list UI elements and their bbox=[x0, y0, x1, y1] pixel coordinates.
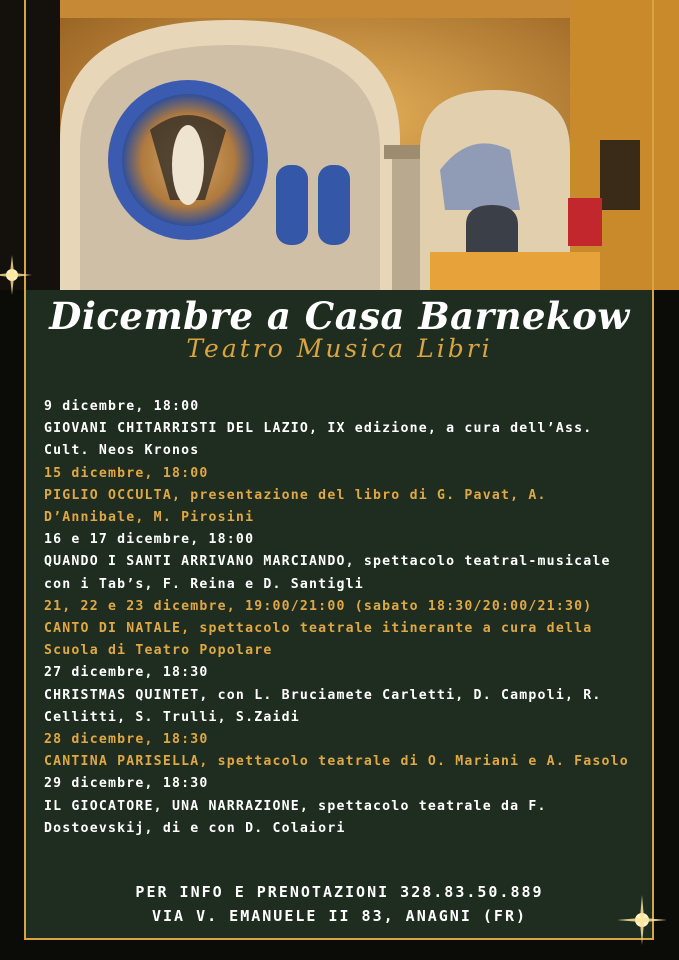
event-text: QUANDO I SANTI ARRIVANO MARCIANDO, spettacolo teatral-musicale con i Tab’s, F. Reina e D. Santigli bbox=[44, 554, 611, 592]
event-date: 28 dicembre, 18:30 bbox=[44, 732, 209, 748]
page-title: Dicembre a Casa Barnekow bbox=[49, 294, 630, 338]
sparkle-icon bbox=[0, 250, 50, 300]
building-illustration bbox=[0, 0, 679, 290]
event-text: IL GIOCATORE, UNA NARRAZIONE, spettacolo teatrale da F. Dostoevskij, di e con D. Colaiori bbox=[44, 798, 547, 836]
list-item bbox=[44, 596, 644, 663]
event-date: 9 dicembre, 18:00 bbox=[44, 399, 200, 414]
event-text: CHRISTMAS QUINTET, con L. Bruciamete Carletti, D. Campoli, R. Cellitti, S. Trulli, S.Zaidi bbox=[44, 687, 602, 725]
event-text: CANTO DI NATALE, spettacolo teatrale itinerante a cura della Scuola di Teatro Popolare bbox=[44, 621, 593, 659]
list-item bbox=[44, 463, 644, 530]
event-date: 29 dicembre, 18:30 bbox=[44, 776, 209, 792]
list-item bbox=[44, 529, 644, 596]
event-date: 15 dicembre, 18:00 bbox=[44, 465, 209, 481]
event-date: 16 e 17 dicembre, 18:00 bbox=[44, 532, 255, 548]
event-date: 27 dicembre, 18:30 bbox=[44, 665, 209, 681]
list-item bbox=[44, 773, 644, 840]
event-text: GIOVANI CHITARRISTI DEL LAZIO, IX edizione, a cura dell’Ass. Cult. Neos Kronos bbox=[44, 421, 593, 459]
contact-info bbox=[0, 880, 679, 928]
page-subtitle: Teatro Musica Libri bbox=[186, 334, 493, 363]
contact-phone: PER INFO E PRENOTAZIONI 328.83.50.889 bbox=[135, 883, 544, 901]
event-date: 21, 22 e 23 dicembre, 19:00/21:00 (sabato 18:30/20:00/21:30) bbox=[44, 598, 593, 614]
event-list bbox=[44, 396, 644, 840]
contact-address: VIA V. EMANUELE II 83, ANAGNI (FR) bbox=[151, 907, 528, 925]
list-item bbox=[44, 729, 644, 773]
event-text: CANTINA PARISELLA, spettacolo teatrale di O. Mariani e A. Fasolo bbox=[44, 754, 629, 770]
list-item bbox=[44, 396, 644, 463]
list-item bbox=[44, 662, 644, 729]
event-text: PIGLIO OCCULTA, presentazione del libro di G. Pavat, A. D’Annibale, M. Pirosini bbox=[44, 487, 547, 526]
header-photo bbox=[0, 0, 679, 290]
